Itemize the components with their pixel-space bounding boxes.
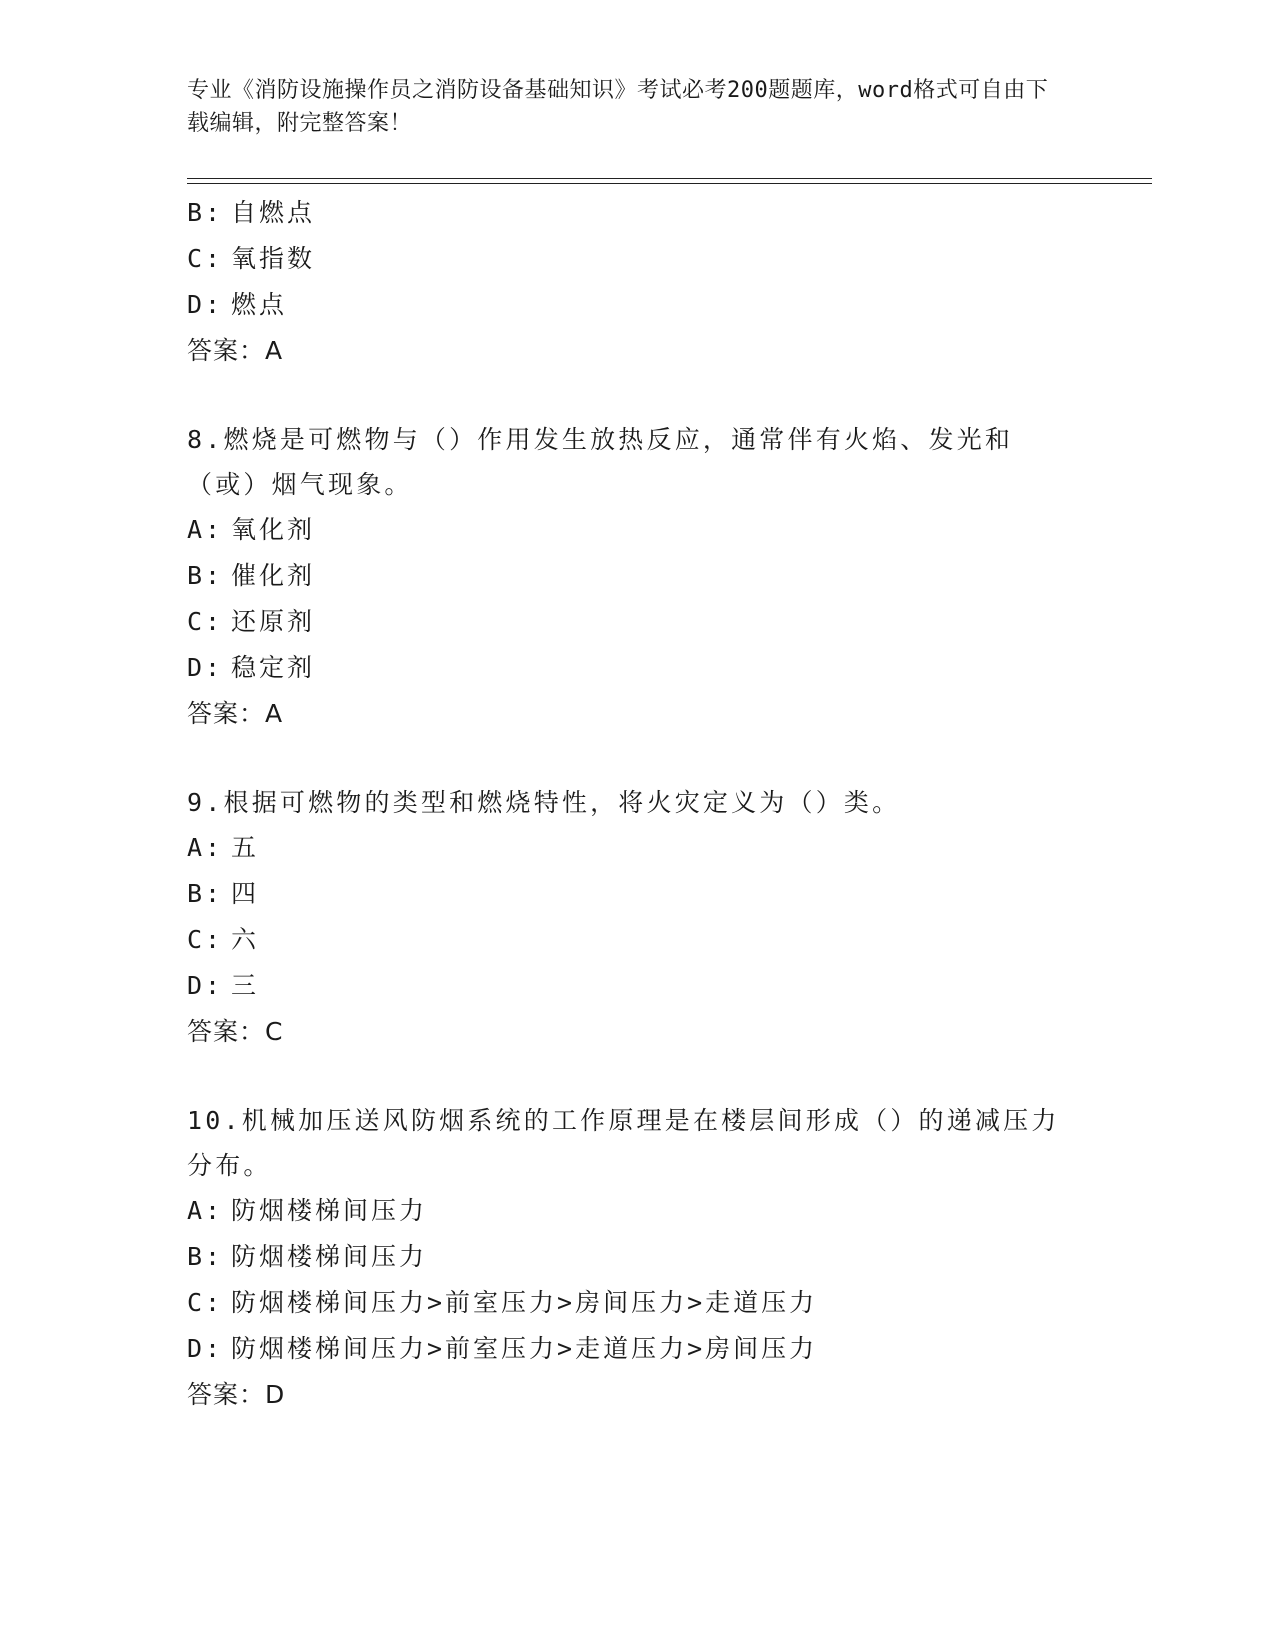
option-letter: D: xyxy=(187,653,224,682)
option-letter: C: xyxy=(187,925,224,954)
option-row xyxy=(187,553,1087,599)
option-letter: C: xyxy=(187,1288,224,1317)
option-letter: B: xyxy=(187,561,224,590)
option-row xyxy=(187,825,1087,871)
option-text: 防烟楼梯间压力>前室压力>走道压力>房间压力 xyxy=(231,1334,818,1363)
answer-line: 答案：C xyxy=(187,1017,284,1046)
option-text: 六 xyxy=(231,925,260,954)
document-header: 专业《消防设施操作员之消防设备基础知识》考试必考200题题库，word格式可自由下载编辑，附完整答案！ xyxy=(187,78,1049,136)
question-content xyxy=(187,190,1087,1418)
option-letter: A: xyxy=(187,515,224,544)
answer-line: 答案：D xyxy=(187,1380,286,1409)
question-text: 9.根据可燃物的类型和燃烧特性，将火灾定义为（）类。 xyxy=(187,788,901,817)
option-row xyxy=(187,190,1087,236)
option-row xyxy=(187,871,1087,917)
option-row xyxy=(187,282,1087,328)
option-text: 燃点 xyxy=(231,290,288,319)
option-text: 三 xyxy=(231,971,260,1000)
question-text: 10.机械加压送风防烟系统的工作原理是在楼层间形成（）的递减压力分布。 xyxy=(187,1106,1060,1180)
option-row xyxy=(187,1326,1087,1372)
option-row xyxy=(187,507,1087,553)
option-text: 自燃点 xyxy=(231,198,316,227)
option-row xyxy=(187,917,1087,963)
option-row xyxy=(187,963,1087,1009)
option-text: 催化剂 xyxy=(231,561,316,590)
question-text: 8.燃烧是可燃物与（）作用发生放热反应，通常伴有火焰、发光和（或）烟气现象。 xyxy=(187,425,1014,499)
option-letter: B: xyxy=(187,1242,224,1271)
option-row xyxy=(187,236,1087,282)
option-letter: A: xyxy=(187,833,224,862)
option-text: 氧化剂 xyxy=(231,515,316,544)
option-row xyxy=(187,1188,1087,1234)
option-row xyxy=(187,645,1087,691)
option-text: 防烟楼梯间压力 xyxy=(231,1242,428,1271)
answer-line: 答案：A xyxy=(187,336,284,365)
answer-line: 答案：A xyxy=(187,699,284,728)
header-divider-bottom xyxy=(187,183,1152,184)
option-letter: D: xyxy=(187,290,224,319)
option-letter: C: xyxy=(187,607,224,636)
header-divider-top xyxy=(187,178,1152,179)
option-text: 防烟楼梯间压力>前室压力>房间压力>走道压力 xyxy=(231,1288,818,1317)
option-row xyxy=(187,1280,1087,1326)
option-text: 稳定剂 xyxy=(231,653,316,682)
option-text: 还原剂 xyxy=(231,607,316,636)
option-letter: A: xyxy=(187,1196,224,1225)
option-letter: D: xyxy=(187,971,224,1000)
option-text: 防烟楼梯间压力 xyxy=(231,1196,428,1225)
option-text: 五 xyxy=(231,833,260,862)
option-letter: B: xyxy=(187,879,224,908)
option-letter: B: xyxy=(187,198,224,227)
option-row xyxy=(187,599,1087,645)
option-text: 氧指数 xyxy=(231,244,316,273)
option-letter: C: xyxy=(187,244,224,273)
option-text: 四 xyxy=(231,879,260,908)
option-letter: D: xyxy=(187,1334,224,1363)
option-row xyxy=(187,1234,1087,1280)
